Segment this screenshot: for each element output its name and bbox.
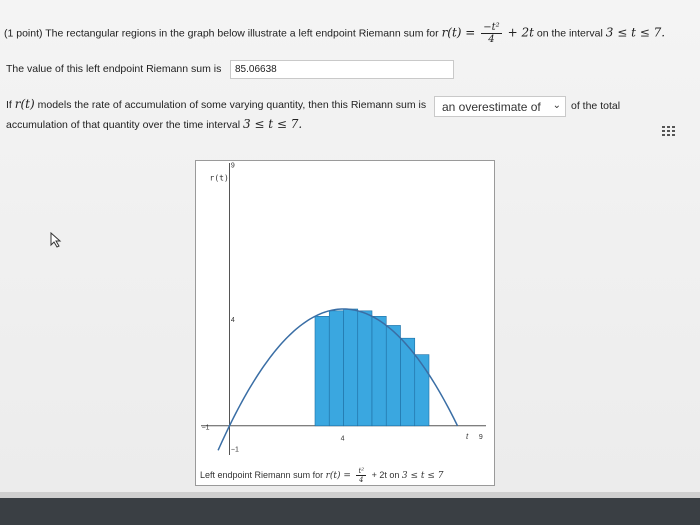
caption-frac-den: 4 xyxy=(359,476,364,484)
rate-prompt-func: r(t) xyxy=(14,97,35,111)
caption-fraction xyxy=(356,467,366,484)
function-fraction xyxy=(481,22,501,45)
fraction-denominator: 4 xyxy=(488,34,495,45)
selected-option: an overestimate of xyxy=(442,100,541,114)
y-tick-neg1: −1 xyxy=(230,446,239,454)
riemann-sum-answer-input[interactable] xyxy=(230,60,454,79)
x-axis-label: t xyxy=(466,431,469,441)
rate-prompt-line2-text: accumulation of that quantity over the time interval xyxy=(6,119,241,131)
on-interval-text: on the interval xyxy=(536,27,603,40)
rate-prompt-line xyxy=(6,97,426,111)
riemann-bar-5.5 xyxy=(386,325,400,425)
bottom-bar xyxy=(0,492,700,525)
answer-value: 85.06638 xyxy=(235,64,277,75)
question-prefix: (1 point) The rectangular regions in the graph below illustrate a left endpoint Riemann sum for xyxy=(4,27,439,40)
rate-prompt-middle: models the rate of accumulation of some varying quantity, then this Riemann sum is xyxy=(37,99,427,111)
riemann-bar-3.5 xyxy=(329,311,343,426)
caption-interval: 3 ≤ t ≤ 7 xyxy=(401,470,444,481)
keypad-icon[interactable] xyxy=(659,124,677,137)
value-prompt-label: The value of this left endpoint Riemann sum is xyxy=(6,63,222,75)
caption-frac-num: t² xyxy=(358,467,365,475)
fraction-numerator: −t² xyxy=(483,22,500,33)
caption-prefix: Left endpoint Riemann sum for xyxy=(200,469,324,480)
x-tick-neg1: −1 xyxy=(201,424,210,432)
riemann-bars xyxy=(315,309,429,426)
estimate-type-select[interactable] xyxy=(434,96,566,117)
mouse-cursor-icon xyxy=(50,232,64,253)
riemann-bar-4.5 xyxy=(358,311,372,426)
caption-func: r(t) = xyxy=(325,470,351,481)
caption-tail: + 2t on xyxy=(371,469,400,480)
function-tail: + 2t xyxy=(507,25,534,40)
riemann-sum-graph xyxy=(195,160,495,486)
rate-prompt-line-2 xyxy=(6,117,302,131)
graph-caption xyxy=(200,467,444,484)
x-tick-4: 4 xyxy=(340,435,345,443)
chevron-down-icon: ⌄ xyxy=(552,100,561,111)
y-tick-4: 4 xyxy=(230,317,235,325)
y-axis-label: r(t) xyxy=(209,173,229,183)
bottom-strip xyxy=(0,492,700,498)
y-tick-9: 9 xyxy=(230,162,235,170)
rate-prompt-after: of the total xyxy=(571,100,621,112)
x-tick-9: 9 xyxy=(478,433,483,441)
riemann-bar-4 xyxy=(344,309,358,426)
question-line xyxy=(4,22,665,45)
rate-prompt-before: If xyxy=(6,99,12,111)
plot-svg xyxy=(196,161,494,461)
rate-prompt-interval: 3 ≤ t ≤ 7. xyxy=(242,117,303,131)
function-lhs: r(t) = xyxy=(441,25,476,40)
riemann-bar-5 xyxy=(372,316,386,426)
riemann-bar-3 xyxy=(315,316,329,426)
interval-text: 3 ≤ t ≤ 7. xyxy=(605,25,666,40)
